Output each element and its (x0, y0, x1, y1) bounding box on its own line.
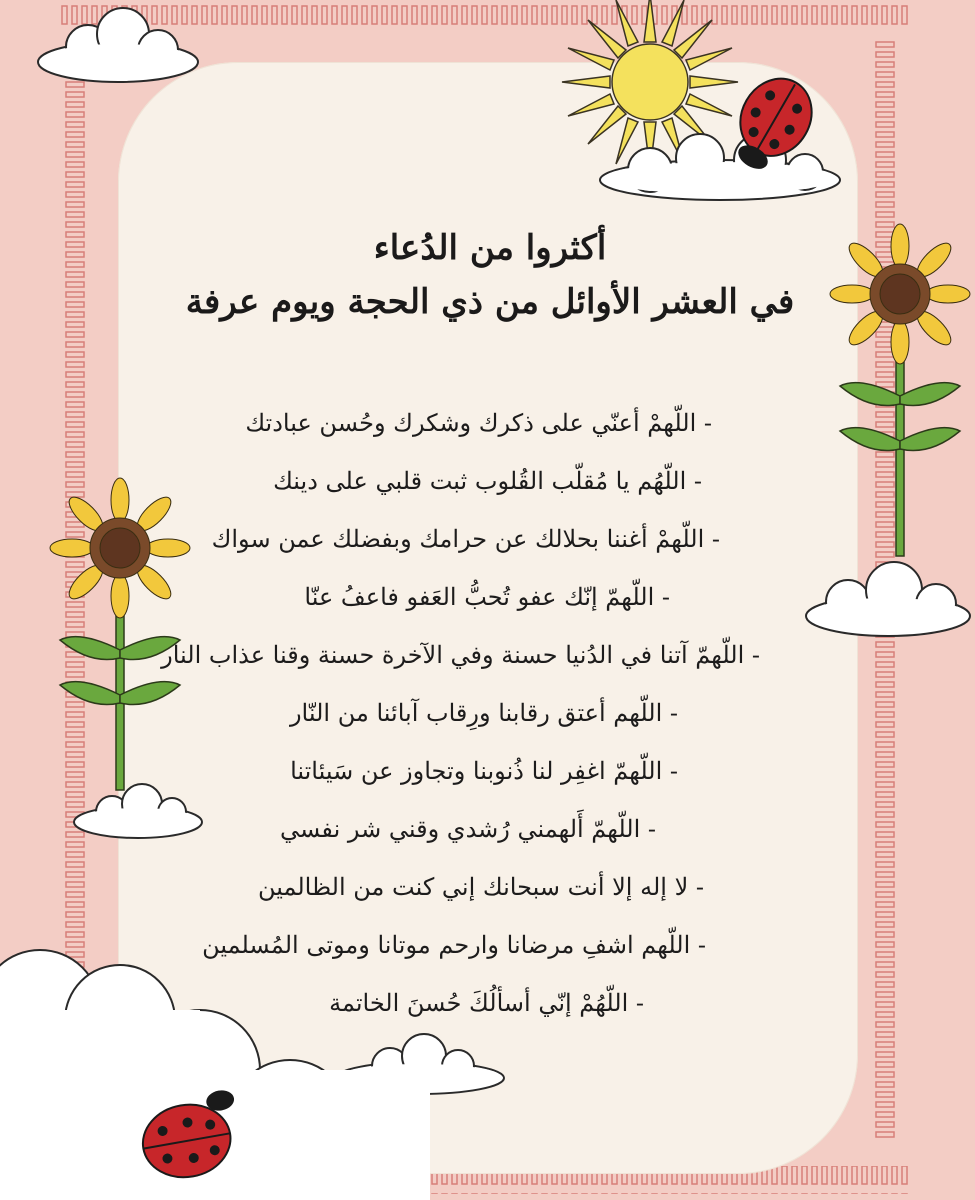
cloud-icon (798, 556, 975, 646)
dua-item: - اللّهم اشفِ مرضانا وارحم موتانا وموتى المُسلمين (202, 931, 706, 959)
dua-item: - اللّهُمْ إنّي أسألُكَ حُسنَ الخاتمة (329, 989, 644, 1017)
dua-item: - اللّهمْ أعنّي على ذكرك وشكرك وحُسن عبادتك (245, 409, 712, 437)
dua-item: - اللّهمّ آتنا في الدُنيا حسنة وفي الآخرة حسنة وقنا عذاب النار (161, 641, 760, 669)
dua-item: - اللّهمّ إنّك عفو تُحبُّ العَفو فاعفُ عنّا (304, 583, 670, 611)
dua-item: - اللّهمّ اغفِر لنا ذُنوبنا وتجاوز عن سَيئاتنا (290, 757, 678, 785)
cloud-icon (68, 782, 208, 842)
dua-list (161, 394, 760, 1032)
dua-item: - اللّهمّ أَلهمني رُشدي وقني شر نفسي (280, 815, 656, 843)
page-subtitle: في العشر الأوائل من ذي الحجة ويوم عرفة (185, 282, 795, 322)
dua-item: - اللّهُم يا مُقلّب القُلوب ثبت قلبي على دينك (273, 467, 702, 495)
ladybug-icon (124, 1082, 254, 1192)
dua-item: - اللّهم أعتق رقابنا ورِقاب آبائنا من النّار (289, 699, 678, 727)
dua-item: - لا إله إلا أنت سبحانك إني كنت من الظالمين (257, 873, 704, 901)
page-title: أكثروا من الدُعاء (373, 228, 607, 268)
ladybug-icon (720, 64, 830, 174)
sunflower-icon (830, 226, 970, 566)
dua-item: - اللّهمْ أغننا بحلالك عن حرامك وبفضلك عمن سواك (211, 525, 720, 553)
cloud-icon (28, 2, 208, 92)
